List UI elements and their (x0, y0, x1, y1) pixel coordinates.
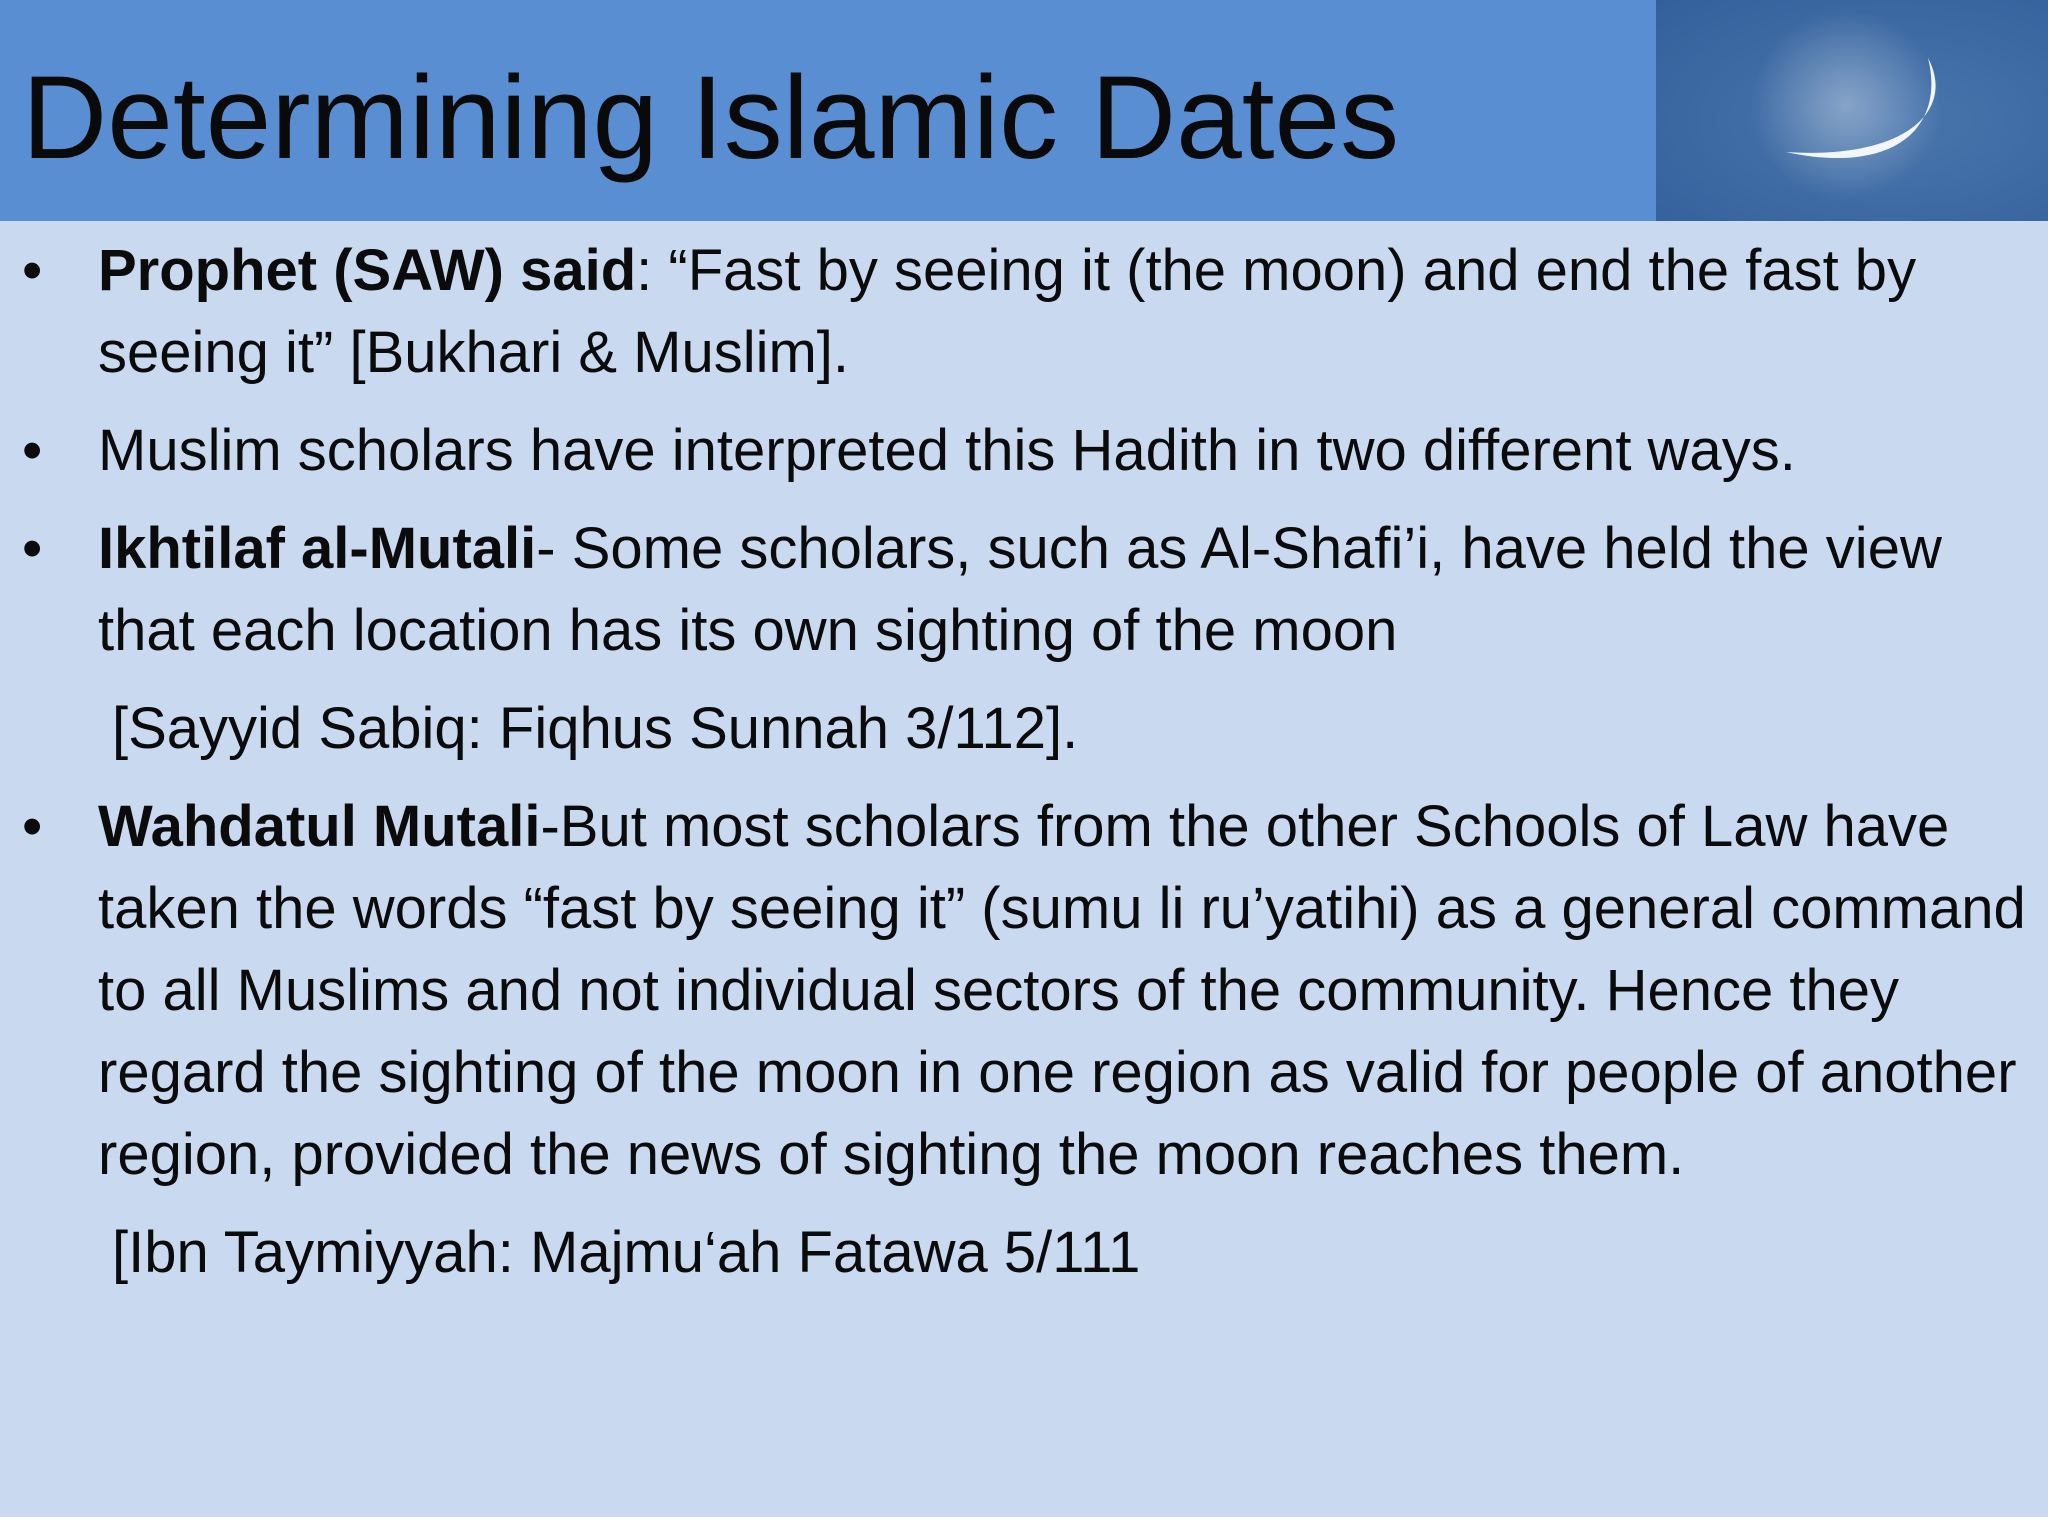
bullet-marker: • (22, 516, 43, 581)
bullet-heading: Prophet (SAW) said (98, 238, 637, 303)
bullet-text: : “Fast by seeing it (the moon) and end the fast by seeing it” [Bukhari & Muslim]. (98, 238, 1917, 385)
citation: [Sayyid Sabiq: Fiqhus Sunnah 3/112]. (112, 696, 1079, 761)
bullet-text: - Some scholars, such as Al-Shafi’i, have held the view that each location has its own sighting of the moon (98, 516, 1942, 663)
title-bar (0, 0, 1656, 221)
list-item (0, 230, 2048, 394)
list-item (0, 786, 2048, 1196)
bullet-heading: Ikhtilaf al-Mutali (98, 516, 537, 581)
list-item (0, 410, 2048, 492)
bullet-text: -But most scholars from the other Schools of Law have taken the words “fast by seeing it” (sumu li ru’yatihi) as a general command to all Muslims and not individual sectors of the community. Hence they regard the sighting of the moon in one region as valid for people of another region, provided the news of sighting the moon reaches them. (98, 794, 2026, 1187)
bullet-marker: • (22, 238, 43, 303)
bullet-heading: Wahdatul Mutali (98, 794, 541, 859)
slide-title: Determining Islamic Dates (22, 52, 1400, 184)
bullet-text: Muslim scholars have interpreted this Hadith in two different ways. (98, 418, 1796, 483)
bullet-marker: • (22, 794, 43, 859)
crescent-moon-icon (1656, 0, 2048, 221)
moon-image-panel (1656, 0, 2048, 221)
list-item (0, 508, 2048, 672)
slide-body (0, 230, 2048, 1294)
bullet-marker: • (22, 418, 43, 483)
citation: [Ibn Taymiyyah: Majmu‘ah Fatawa 5/111 (112, 1220, 1141, 1285)
